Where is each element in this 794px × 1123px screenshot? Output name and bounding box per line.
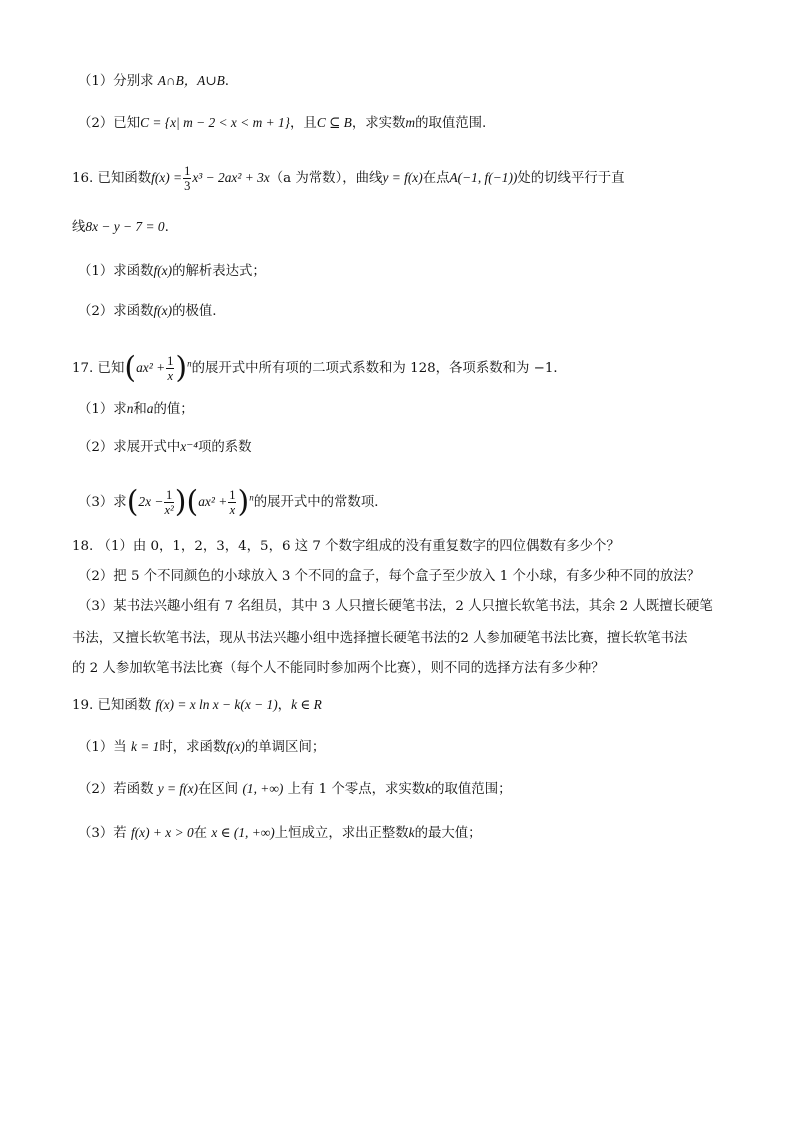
q19-part3-b: 在 [193,826,208,841]
q19-part3-ineq: f(x) + x > 0 [130,825,194,840]
q19-stem [72,696,322,715]
q17-p3-left-paren-1: ( [126,484,139,520]
q18-part3-line3: 的 2 人参加软笔书法比赛（每个人不能同时参加两个比赛），则不同的选择方法有多少种？ [72,661,605,676]
q17-number: 17. 已知 [72,361,125,376]
q19-part2-c: 上有 1 个零点，求实数 [287,782,426,797]
q15-part1-end: . [224,74,230,89]
q16-point: A(−1, f(−1)) [449,170,518,185]
q16-line2-end: . [164,220,169,235]
q16-part2-f: f(x) [153,303,173,318]
q16-func-lhs: f(x) = [151,170,183,185]
q16-number: 16. 已知函数 [72,171,152,186]
q18-part1: 18. （1）由 0，1，2，3，4，5，6 这 7 个数字组成的没有重复数字的四位偶数有多少个？ [72,539,620,554]
q17-p3-frac2-den: x [229,503,236,517]
q19-part1-a: （1）当 [78,740,127,755]
q17-part3-exponent: n [249,492,254,503]
q17-p3-frac1-den: x² [164,503,174,517]
q16-part1 [78,262,266,281]
q15-part2-mid2: ，求实数 [351,116,406,131]
q17-fraction [166,354,174,383]
q17-frac-den: x [167,369,174,383]
q19-part3-c: 上恒成立，求出正整数 [274,826,409,841]
q17-part1-b: 和 [133,402,147,417]
q19-part2-b: 在区间 [198,782,239,797]
q17-part3 [78,484,388,520]
q15-part2-end: 的取值范围. [415,116,487,131]
q17-p3-frac2-num: 1 [229,488,236,502]
q19-part2-interval: (1, +∞) [242,781,284,796]
q17-stem [72,350,567,386]
q16-at-point: 在点 [422,171,450,186]
q16-part1-a: （1）求函数 [78,264,154,279]
q17-p3-frac1-num: 1 [165,488,173,502]
q16-part1-f: f(x) [153,263,173,278]
q15-set-c: C = {x| m − 2 < x < m + 1} [140,115,291,130]
q19-func: f(x) = x ln x − k(x − 1) [155,697,278,712]
q17-term: x⁻⁴ [180,439,198,454]
q19-part2-k: k [425,781,432,796]
q16-part1-b: 的解析表达式； [172,264,266,279]
q15-part2-mid: ，且 [290,116,317,131]
q19-part3-domain: x ∈ (1, +∞) [211,825,275,840]
q16-part2-a: （2）求函数 [78,304,154,319]
q17-part3-fraction-2 [228,488,236,517]
q19-part1-k: k = 1 [130,739,160,754]
q17-part1-c: 的值； [153,402,194,417]
q19-sep: ， [277,698,292,713]
q15-part1 [78,72,229,91]
q16-note: （a 为常数），曲线 [269,171,383,186]
q17-part3-fraction-1 [164,488,173,517]
q19-part2-y: y = f(x) [157,781,199,796]
q18-part3-line2: 书法，又擅长软笔书法，现从书法兴趣小组中选择擅长硬笔书法的2 人参加硬笔书法比赛，擅长软笔书法 [72,631,688,646]
q17-part2-a: （2）求展开式中 [78,440,181,455]
q15-part1-text: （1）分别求 [78,74,154,89]
q17-frac-num: 1 [167,354,174,368]
q15-var-m: m [405,115,416,130]
q19-part2 [78,780,511,799]
q16-part2 [78,302,217,321]
q19-part3-a: （3）若 [78,826,127,841]
q19-part2-d: 的取值范围； [431,782,512,797]
q17-p3-right-paren-2: ) [237,484,250,520]
q16-tangent-text: 处的切线平行于直 [517,171,625,186]
q16-func-rest: x³ − 2ax² + 3x [192,170,270,185]
q17-part1 [78,400,194,419]
q17-part3-left-inner: 2x − [138,494,164,509]
q15-part2-text: （2）已知 [78,116,141,131]
q17-p3-left-paren-2: ( [186,484,199,520]
q17-left-paren: ( [124,350,137,386]
q19-k-in: k ∈ R [291,697,322,712]
q17-right-paren: ) [175,350,188,386]
q17-p3-right-paren-1: ) [174,484,187,520]
q15-part1-math: A∩B，A∪B [157,73,225,88]
q17-part2 [78,438,252,457]
q17-var-a: a [146,401,154,416]
q16-fraction [183,164,191,193]
q16-frac-den: 3 [184,179,191,193]
q15-part2 [78,114,486,133]
q19-number: 19. 已知函数 [72,698,152,713]
q16-line2-a: 线 [72,220,86,235]
q18-part2: （2）把 5 个不同颜色的小球放入 3 个不同的盒子，每个盒子至少放入 1 个小球，有多少种不同的放法？ [78,569,701,584]
q19-part3 [78,824,482,843]
q19-part1-f: f(x) [226,739,245,754]
q16-line-eq: 8x − y − 7 = 0 [85,219,165,234]
q16-stem-line2 [72,218,169,237]
q17-part3-b: 的展开式中的常数项． [253,495,388,510]
q16-frac-num: 1 [184,164,191,178]
q15-subset: C ⊆ B [316,115,352,130]
q19-part1-c: 的单调区间； [244,740,326,755]
q18-part3-line1: （3）某书法兴趣小组有 7 名组员，其中 3 人只擅长硬笔书法，2 人只擅长软笔书法，其余 2 人既擅长硬笔 [78,599,713,614]
q19-part3-d: 的最大值； [414,826,482,841]
q17-expr-inner: ax² + [136,360,166,375]
q17-exponent: n [187,358,192,369]
q19-part1-b: 时，求函数 [159,740,227,755]
q17-var-n: n [126,401,134,416]
q17-part1-a: （1）求 [78,402,127,417]
q17-text: 的展开式中所有项的二项式系数和为 128，各项系数和为 −1． [191,361,567,376]
q19-part2-a: （2）若函数 [78,782,154,797]
q16-stem [72,164,625,193]
q16-curve: y = f(x) [382,170,423,185]
q16-part2-b: 的极值. [172,304,217,319]
q17-part2-b: 项的系数 [197,440,252,455]
q19-part3-k: k [408,825,415,840]
q17-part3-a: （3）求 [78,495,127,510]
q17-part3-right-inner: ax² + [198,494,228,509]
q19-part1 [78,738,325,757]
